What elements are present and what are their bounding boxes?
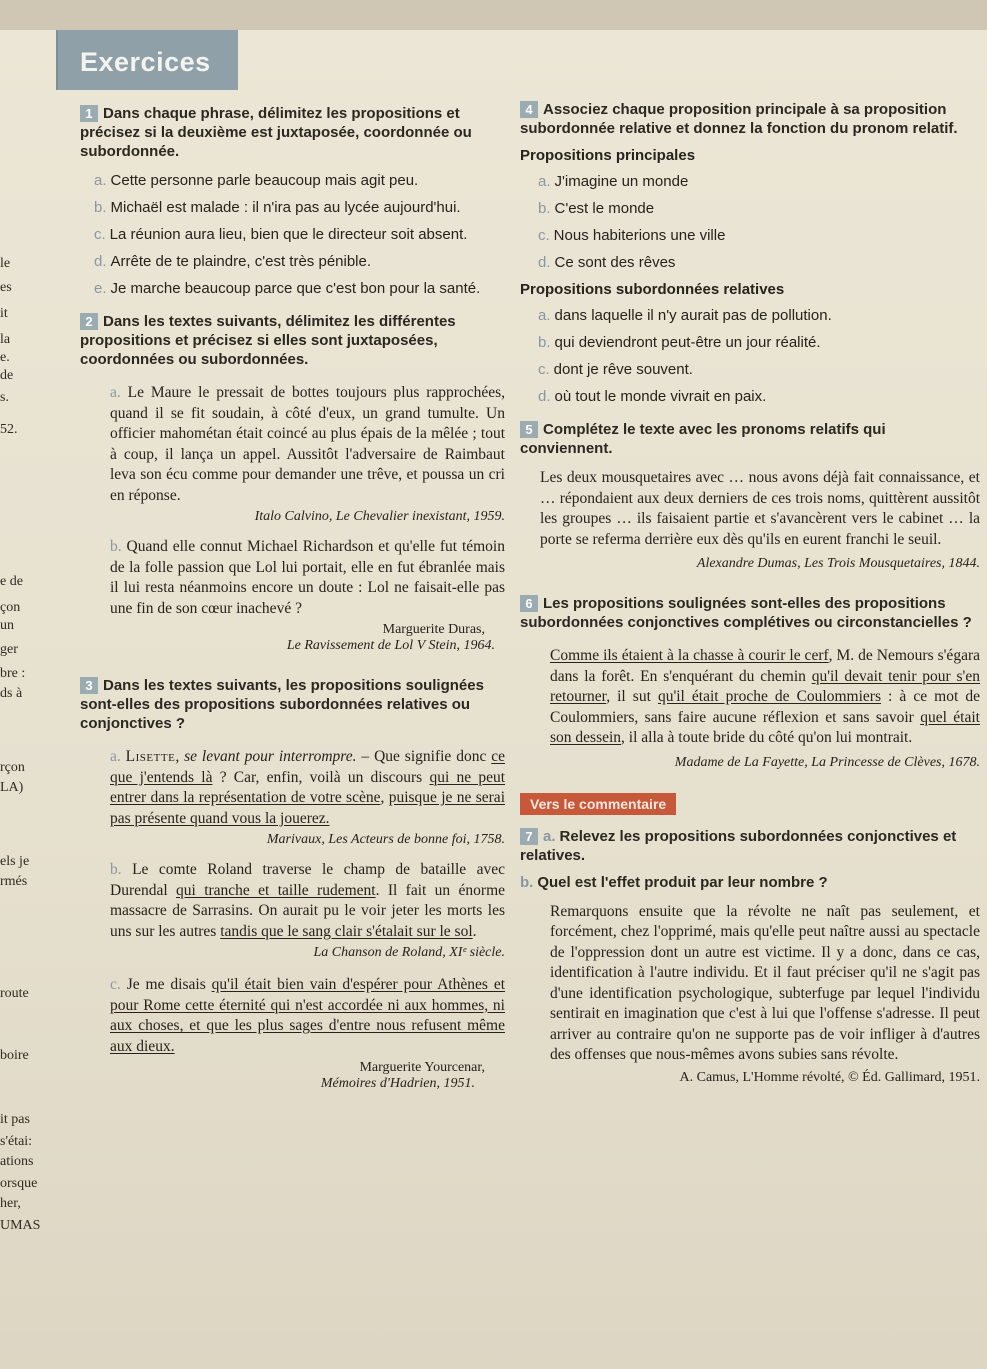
ex1-item: e. Je marche beaucoup parce que c'est bon pour la santé. xyxy=(94,280,481,297)
margin-fragment: it xyxy=(0,306,8,321)
margin-fragment: LA) xyxy=(0,780,24,795)
ex5-text: Les deux mousquetaires avec … nous avons déjà fait connaissance, et … répondaient aux deux derniers de ces trois noms, quittèrent aussitôt les groupes … ils faisaient partie et s'avancèrent vers le cabinet … la porte se referma derrière eux dès qu'ils en eurent franchi le seuil. xyxy=(540,469,980,548)
ex2-author-b: Marguerite Duras, xyxy=(382,622,485,637)
margin-fragment: ations xyxy=(0,1154,34,1169)
margin-fragment: it pas xyxy=(0,1112,30,1127)
ex4-number: 4 xyxy=(520,101,538,118)
ex2-source-b: Le Ravissement de Lol V Stein, 1964. xyxy=(286,638,495,653)
margin-fragment: çon xyxy=(0,600,21,615)
ex4-principale: c. Nous habiterions une ville xyxy=(538,227,726,244)
margin-fragment: orsque xyxy=(0,1176,38,1191)
margin-fragment: s'étai: xyxy=(0,1134,33,1149)
commentaire-label: Vers le commentaire xyxy=(520,793,676,815)
ex3-instruction: 3 Dans les textes suivants, les propositions soulignées sont-elles des propositions subordonnées relatives ou conjonctives ? xyxy=(80,677,484,732)
margin-fragment: ger xyxy=(0,642,18,657)
margin-fragment: els je xyxy=(0,854,30,869)
margin-fragment: rçon xyxy=(0,760,25,775)
ex5-source: Alexandre Dumas, Les Trois Mousquetaires, 1844. xyxy=(696,556,980,571)
ex4-principale: a. J'imagine un monde xyxy=(538,173,689,190)
margin-fragment: UMAS xyxy=(0,1218,41,1233)
ex1-item: a. Cette personne parle beaucoup mais agit peu. xyxy=(94,172,419,189)
margin-fragment: 52. xyxy=(0,422,18,437)
ex3-source-b: La Chanson de Roland, XIᵉ siècle. xyxy=(313,945,505,960)
margin-fragment: ds à xyxy=(0,686,23,701)
margin-fragment: un xyxy=(0,618,14,633)
ex6-number: 6 xyxy=(520,595,538,612)
ex2-source-a: Italo Calvino, Le Chevalier inexistant, 1959. xyxy=(254,509,505,524)
margin-fragment: e de xyxy=(0,574,23,589)
ex2-text-a: a. Le Maure le pressait de bottes toujours plus rapprochées, quand il se fit soudain, à côté d'eux, un grand tumulte. Un officier mahométan était coincé au plus épais de la mêlée ; tout à coup, il lança un appel. Aussitôt l'adversaire de Raimbaut leva son écu comme pour demander une trêve, et poussa un cri en réponse. xyxy=(110,384,505,504)
ex6-text: Comme ils étaient à la chasse à courir le cerf, M. de Nemours s'égara dans la forêt. En s'enquérant du chemin qu'il devait tenir pour s'en retourner, il sut qu'il était proche de Coulommiers : à ce mot de Coulommiers, sans faire aucune réflexion et sans savoir quel était son dessein, il alla à toute bride du côté qu'on lui montrait. xyxy=(550,647,980,746)
ex7-number: 7 xyxy=(520,828,538,845)
margin-fragment: bre : xyxy=(0,666,26,681)
ex1-list xyxy=(80,167,505,300)
ex4-principale: b. C'est le monde xyxy=(538,200,655,217)
ex3-source-a: Marivaux, Les Acteurs de bonne foi, 1758. xyxy=(266,832,505,847)
commentaire-instruction-a: 7 a. Relevez les propositions subordonnées conjonctives et relatives. xyxy=(520,827,957,864)
ex4-relative: c. dont je rêve souvent. xyxy=(538,361,693,378)
commentaire-instruction-b: b. Quel est l'effet produit par leur nombre ? xyxy=(520,873,828,891)
ex4-relative: d. où tout le monde vivrait en paix. xyxy=(538,388,767,405)
commentaire-source: A. Camus, L'Homme révolté, © Éd. Gallimard, 1951. xyxy=(679,1069,980,1085)
ex3-source-c: Mémoires d'Hadrien, 1951. xyxy=(320,1076,475,1091)
ex4-principales-heading: Propositions principales xyxy=(520,147,696,164)
margin-fragment: e. xyxy=(0,350,10,365)
margin-fragment: s. xyxy=(0,390,9,405)
ex4-relative: a. dans laquelle il n'y aurait pas de pollution. xyxy=(538,307,832,324)
ex5-instruction: 5 Complétez le texte avec les pronoms relatifs qui conviennent. xyxy=(520,421,886,457)
ex4-relative: b. qui deviendront peut-être un jour réalité. xyxy=(538,334,821,351)
margin-fragment: boire xyxy=(0,1048,29,1063)
commentaire-text: Remarquons ensuite que la révolte ne naît pas seulement, et forcément, chez l'opprimé, mais qu'elle peut naître aussi au spectacle de l'oppression dont un autre est victime. Il y a donc, dans ce cas, identification à l'autre individu. Et il faut préciser qu'il ne s'agit pas d'une identification psychologique, subterfuge par lequel l'individu sentirait en imagination que c'est à lui que l'offense s'adresse. Il peut arriver au contraire qu'on ne supporte pas de voir infliger à d'autres des offenses que nous-mêmes avons subies sans révolte. xyxy=(550,902,980,1063)
ex2-instruction: 2 Dans les textes suivants, délimitez les différentes propositions et précisez si elles sont juxtaposées, coordonnées ou subordonnées. xyxy=(80,313,456,368)
margin-fragment: de xyxy=(0,368,14,383)
ex1-item: b. Michaël est malade : il n'ira pas au lycée aujourd'hui. xyxy=(94,199,461,216)
margin-fragment: rmés xyxy=(0,874,28,889)
margin-fragment: le xyxy=(0,256,11,271)
ex3-text-a: a. Lisette, se levant pour interrompre. – Que signifie donc ce que j'entends là ? Car, enfin, voilà un discours qui ne peut entrer dans la représentation de votre scène, puisque je ne serai pas présente quand vous la jouerez. xyxy=(110,748,506,827)
margin-fragment: es xyxy=(0,280,12,295)
ex2-number: 2 xyxy=(80,313,98,330)
commentaire-section xyxy=(520,793,980,815)
top-strip xyxy=(0,0,987,30)
ex1-number: 1 xyxy=(80,105,98,122)
margin-fragment: la xyxy=(0,332,11,347)
ex6-source: Madame de La Fayette, La Princesse de Clèves, 1678. xyxy=(674,754,980,770)
ex3-text-c: c. Je me disais qu'il était bien vain d'espérer pour Athènes et pour Rome cette éternité qui n'est accordée ni aux hommes, ni aux choses, et que les plus sages d'entre nous refusent même aux dieux. xyxy=(110,976,506,1055)
left-column xyxy=(80,100,505,1092)
ex4-principale: d. Ce sont des rêves xyxy=(538,254,676,271)
margin-fragment: route xyxy=(0,986,29,1001)
page-title: Exercices xyxy=(58,30,238,90)
ex1-item: c. La réunion aura lieu, bien que le directeur soit absent. xyxy=(94,226,468,243)
ex4-instruction: 4 Associez chaque proposition principale à sa proposition subordonnée relative et donnez la fonction du pronom relatif. xyxy=(520,101,958,137)
ex1-item: d. Arrête de te plaindre, c'est très pénible. xyxy=(94,253,372,270)
right-column xyxy=(520,100,980,1086)
ex1-instruction: 1 Dans chaque phrase, délimitez les propositions et précisez si la deuxième est juxtaposée, coordonnée ou subordonnée. xyxy=(80,105,472,160)
ex3-author-c: Marguerite Yourcenar, xyxy=(359,1060,485,1075)
ex3-number: 3 xyxy=(80,677,98,694)
ex2-text-b: b. Quand elle connut Michael Richardson et qu'elle fut témoin de la folle passion que Lol lui portait, elle en fut ébranlée mais il lui resta néanmoins encore un doute : Lol ne faisait-elle pas une fin de son cœur inachevé ? xyxy=(110,538,505,617)
ex5-number: 5 xyxy=(520,421,538,438)
ex3-text-b: b. Le comte Roland traverse le champ de bataille avec Durendal qui tranche et taille rudement. Il fait un énorme massacre de Sarrasins. On aurait pu le voir jeter les morts les uns sur les autres tandis que le sang clair s'étalait sur le sol. xyxy=(110,861,505,940)
ex6-instruction: 6 Les propositions soulignées sont-elles des propositions subordonnées conjonctives complétives ou circonstancielles ? xyxy=(520,595,972,631)
ex4-relatives-heading: Propositions subordonnées relatives xyxy=(520,281,785,298)
margin-fragment: her, xyxy=(0,1196,21,1211)
